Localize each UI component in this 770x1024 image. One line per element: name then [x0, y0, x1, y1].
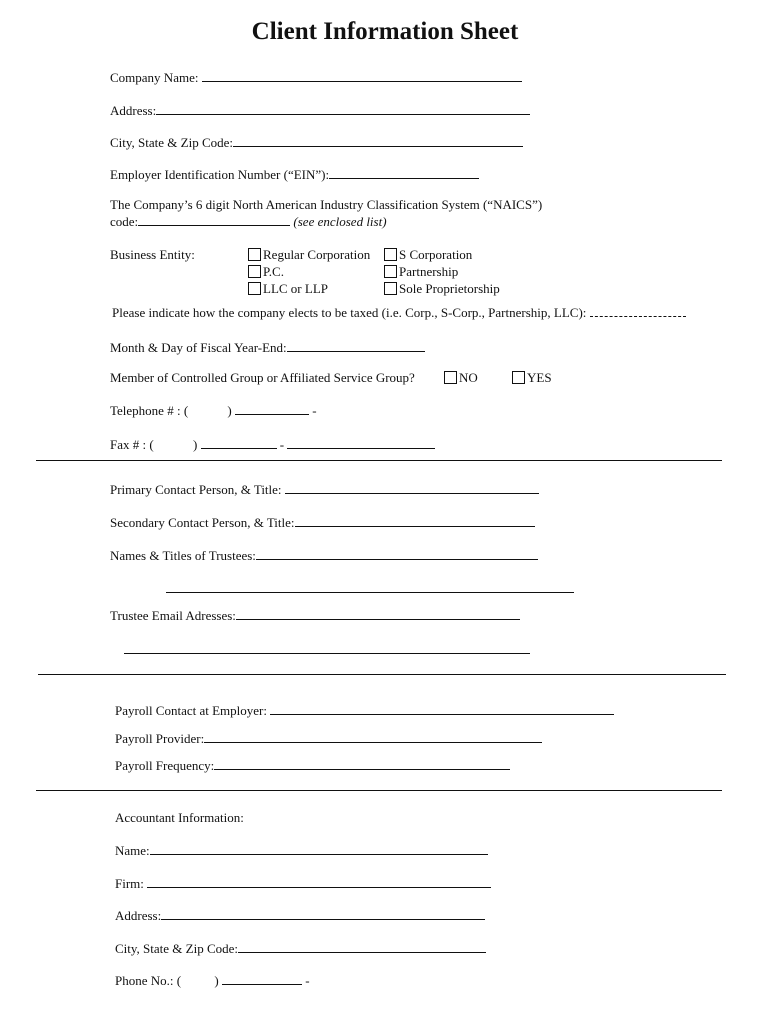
- secondary-contact-row: [110, 514, 535, 531]
- naics-code-row: [110, 213, 387, 230]
- controlled-no-option[interactable]: [444, 370, 478, 386]
- entity-option-llc[interactable]: [248, 281, 328, 297]
- telephone-dash: -: [312, 403, 317, 418]
- controlled-yes-option[interactable]: [512, 370, 552, 386]
- telephone-paren: ): [227, 403, 232, 418]
- entity-option-regular[interactable]: [248, 247, 370, 263]
- accountant-name-row: [115, 842, 488, 859]
- naics-line1: The Company’s 6 digit North American Industry Classification System (“NAICS”): [110, 197, 543, 212]
- primary-contact-row: [110, 481, 539, 498]
- accountant-address-field[interactable]: [161, 907, 485, 920]
- payroll-provider-label: Payroll Provider:: [115, 731, 205, 746]
- section-divider: [36, 460, 722, 461]
- accountant-address-label: Address:: [115, 908, 162, 923]
- trustees-field[interactable]: [256, 547, 538, 560]
- trustee-email-continuation: [124, 641, 530, 658]
- accountant-phone-area-field[interactable]: [184, 973, 214, 985]
- secondary-contact-label: Secondary Contact Person, & Title:: [110, 515, 295, 530]
- naics-code-label: code:: [110, 214, 139, 229]
- accountant-name-field[interactable]: [150, 842, 488, 855]
- telephone-area-field[interactable]: [191, 403, 227, 415]
- company-name-row: [110, 69, 522, 86]
- entity-option-s-corp[interactable]: [384, 247, 472, 263]
- trustee-email-label: Trustee Email Adresses:: [110, 608, 236, 623]
- section-divider: [38, 674, 726, 675]
- payroll-frequency-field[interactable]: [214, 757, 510, 770]
- secondary-contact-field[interactable]: [295, 514, 535, 527]
- payroll-provider-field[interactable]: [204, 730, 542, 743]
- trustee-email-field-2[interactable]: [124, 641, 530, 654]
- payroll-frequency-row: [115, 757, 510, 774]
- fiscal-label: Month & Day of Fiscal Year-End:: [110, 340, 287, 355]
- payroll-contact-label: Payroll Contact at Employer:: [115, 703, 267, 718]
- fax-area-field[interactable]: [157, 437, 193, 449]
- taxed-field[interactable]: [590, 305, 686, 317]
- fax-dash: -: [279, 437, 285, 452]
- accountant-city-field[interactable]: [238, 940, 486, 953]
- checkbox[interactable]: [444, 371, 457, 384]
- ein-row: [110, 166, 479, 183]
- entity-option-partnership[interactable]: [384, 264, 458, 280]
- business-entity-label: Business Entity:: [110, 247, 195, 262]
- address-label: Address:: [110, 103, 157, 118]
- payroll-frequency-label: Payroll Frequency:: [115, 758, 215, 773]
- fax-paren: ): [192, 437, 198, 452]
- accountant-firm-row: [115, 875, 491, 892]
- city-row: [110, 134, 523, 151]
- accountant-name-label: Name:: [115, 843, 150, 858]
- accountant-phone-label: Phone No.: (: [115, 973, 182, 988]
- accountant-phone-row: [115, 972, 310, 989]
- trustee-email-row: [110, 607, 520, 624]
- accountant-phone-paren: ): [214, 973, 219, 988]
- entity-option-pc[interactable]: [248, 264, 284, 280]
- city-label: City, State & Zip Code:: [110, 135, 234, 150]
- checkbox[interactable]: [248, 282, 261, 295]
- payroll-provider-row: [115, 730, 542, 747]
- fax-row: [110, 436, 435, 453]
- payroll-contact-field[interactable]: [270, 702, 614, 715]
- controlled-label: Member of Controlled Group or Affiliated Service Group?: [110, 370, 415, 385]
- checkbox[interactable]: [248, 248, 261, 261]
- checkbox[interactable]: [248, 265, 261, 278]
- accountant-address-row: [115, 907, 485, 924]
- accountant-city-label: City, State & Zip Code:: [115, 941, 239, 956]
- entity-option-label: LLC or LLP: [263, 281, 328, 296]
- trustees-row: [110, 547, 538, 564]
- accountant-city-row: [115, 940, 486, 957]
- checkbox[interactable]: [384, 265, 397, 278]
- page-title: Client Information Sheet: [251, 18, 519, 45]
- entity-option-label: Sole Proprietorship: [399, 281, 500, 296]
- fax-number-field[interactable]: [201, 436, 277, 449]
- checkbox[interactable]: [384, 282, 397, 295]
- taxed-label: Please indicate how the company elects to be taxed (i.e. Corp., S-Corp., Partnership, LLC):: [112, 305, 587, 320]
- accountant-phone-dash: -: [305, 973, 310, 988]
- naics-note: (see enclosed list): [293, 214, 387, 229]
- telephone-label: Telephone # : (: [110, 403, 189, 418]
- company-name-label: Company Name:: [110, 70, 199, 85]
- checkbox[interactable]: [512, 371, 525, 384]
- accountant-heading: Accountant Information:: [115, 810, 244, 825]
- fax-extension-field[interactable]: [287, 436, 435, 449]
- address-field[interactable]: [156, 102, 530, 115]
- primary-contact-label: Primary Contact Person, & Title:: [110, 482, 282, 497]
- telephone-row: [110, 402, 317, 419]
- company-name-field[interactable]: [202, 69, 522, 82]
- taxed-row: [112, 305, 686, 321]
- trustees-continuation: [166, 580, 574, 597]
- accountant-phone-number-field[interactable]: [222, 972, 302, 985]
- accountant-firm-field[interactable]: [147, 875, 491, 888]
- naics-code-field[interactable]: [138, 213, 290, 226]
- fiscal-row: [110, 339, 425, 356]
- entity-option-label: Partnership: [399, 264, 459, 279]
- city-field[interactable]: [233, 134, 523, 147]
- accountant-firm-label: Firm:: [115, 876, 144, 891]
- primary-contact-field[interactable]: [285, 481, 539, 494]
- trustee-email-field[interactable]: [236, 607, 520, 620]
- payroll-contact-row: [115, 702, 614, 719]
- entity-option-sole[interactable]: [384, 281, 500, 297]
- fiscal-field[interactable]: [287, 339, 425, 352]
- ein-label: Employer Identification Number (“EIN”):: [110, 167, 330, 182]
- entity-option-label: Regular Corporation: [263, 247, 371, 262]
- trustees-label: Names & Titles of Trustees:: [110, 548, 256, 563]
- ein-field[interactable]: [329, 166, 479, 179]
- telephone-number-field[interactable]: [235, 402, 309, 415]
- entity-option-label: P.C.: [263, 264, 284, 279]
- controlled-no-label: NO: [459, 370, 478, 385]
- trustees-field-2[interactable]: [166, 580, 574, 593]
- section-divider: [36, 790, 722, 791]
- address-row: [110, 102, 530, 119]
- fax-label: Fax # : (: [110, 437, 154, 452]
- checkbox[interactable]: [384, 248, 397, 261]
- entity-option-label: S Corporation: [399, 247, 473, 262]
- controlled-yes-label: YES: [527, 370, 552, 385]
